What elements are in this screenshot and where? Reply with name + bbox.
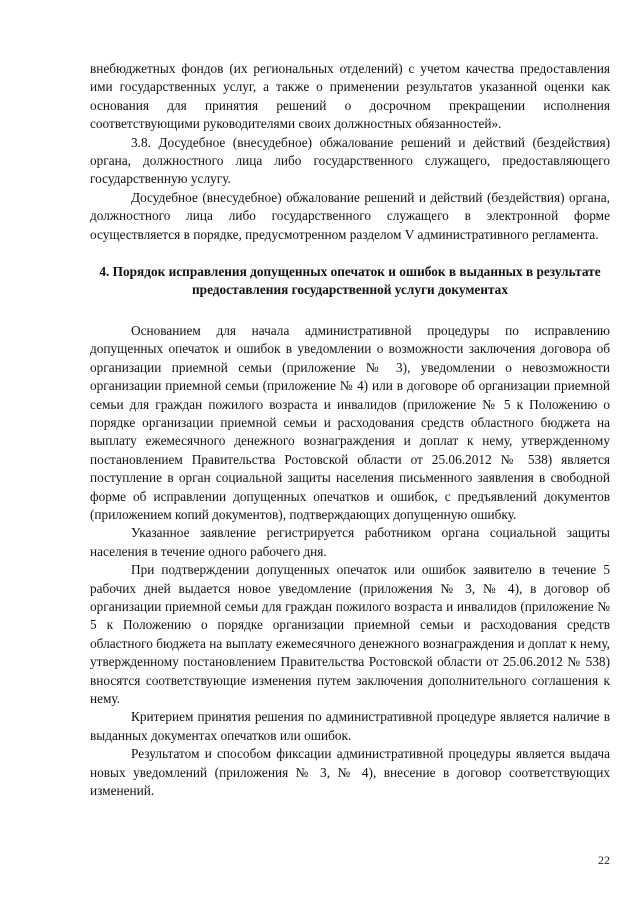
paragraph: 3.8. Досудебное (внесудебное) обжалование решений и действий (бездействия) органа, должностного лица либо государственного служащего, предоставляющего государственную услугу. [90,134,610,187]
paragraph: внебюджетных фондов (их региональных отделений) с учетом качества предоставления ими государственных услуг, а также о применении результатов указанной оценки как основания для принятия решений о досрочном прекращении исполнения соответствующими руководителями своих должностных обязанностей». [90,61,610,132]
paragraph: Основанием для начала административной процедуры по исправлению допущенных опечаток и ошибок в уведомлении о возможности заключения договора об организации приемной семьи (приложение № 3), уведомлении о невозможности организации приемной семьи (приложение № 4) или в договоре об организации приемной семьи для граждан пожилого возраста и инвалидов (приложение № 5 к Положению о порядке организации приемной семьи и расходования средств областного бюджета на выплату ежемесячного денежного вознаграждения и доплат к нему, утвержденному постановлением Правительства Ростовской области от 25.06.2012 № 538) является поступление в орган социальной защиты населения письменного заявления в свободной форме об исправлении допущенных опечатков и ошибок, с предъявлений документов (приложением копий документов), подтверждающих допущенную ошибку. [90,322,610,522]
paragraph: При подтверждении допущенных опечаток или ошибок заявителю в течение 5 рабочих дней выдается новое уведомление (приложения № 3, № 4), в договор об организации приемной семьи для граждан пожилого возраста и инвалидов (приложение № 5 к Положению о порядке организации приемной семьи и расходования средств областного бюджета на выплату ежемесячного денежного вознаграждения и доплат к нему, утвержденному постановлением Правительства Ростовской области от 25.06.2012 № 538) вносятся соответствующие изменения путем заключения дополнительного соглашения к нему. [90,562,610,706]
page-number: 22 [598,853,610,867]
text-block-bottom [90,322,610,801]
section-heading: 4. Порядок исправления допущенных опечаток и ошибок в выданных в результате предоставления государственной услуги документах [99,264,601,298]
paragraph: Указанное заявление регистрируется работником органа социальной защиты населения в течение одного рабочего дня. [90,525,610,559]
text-block-top [90,60,610,244]
paragraph: Результатом и способом фиксации административной процедуры является выдача новых уведомлений (приложения № 3, № 4), внесение в договор соответствующих изменений. [90,746,610,799]
paragraph: Критерием принятия решения по административной процедуре является наличие в выданных документах опечатков или ошибок. [90,709,610,743]
document-page [90,60,610,800]
paragraph: Досудебное (внесудебное) обжалование решений и действий (бездействия) органа, должностного лица либо государственного служащего в электронной форме осуществляется в порядке, предусмотренном разделом V административного регламента. [90,189,610,242]
